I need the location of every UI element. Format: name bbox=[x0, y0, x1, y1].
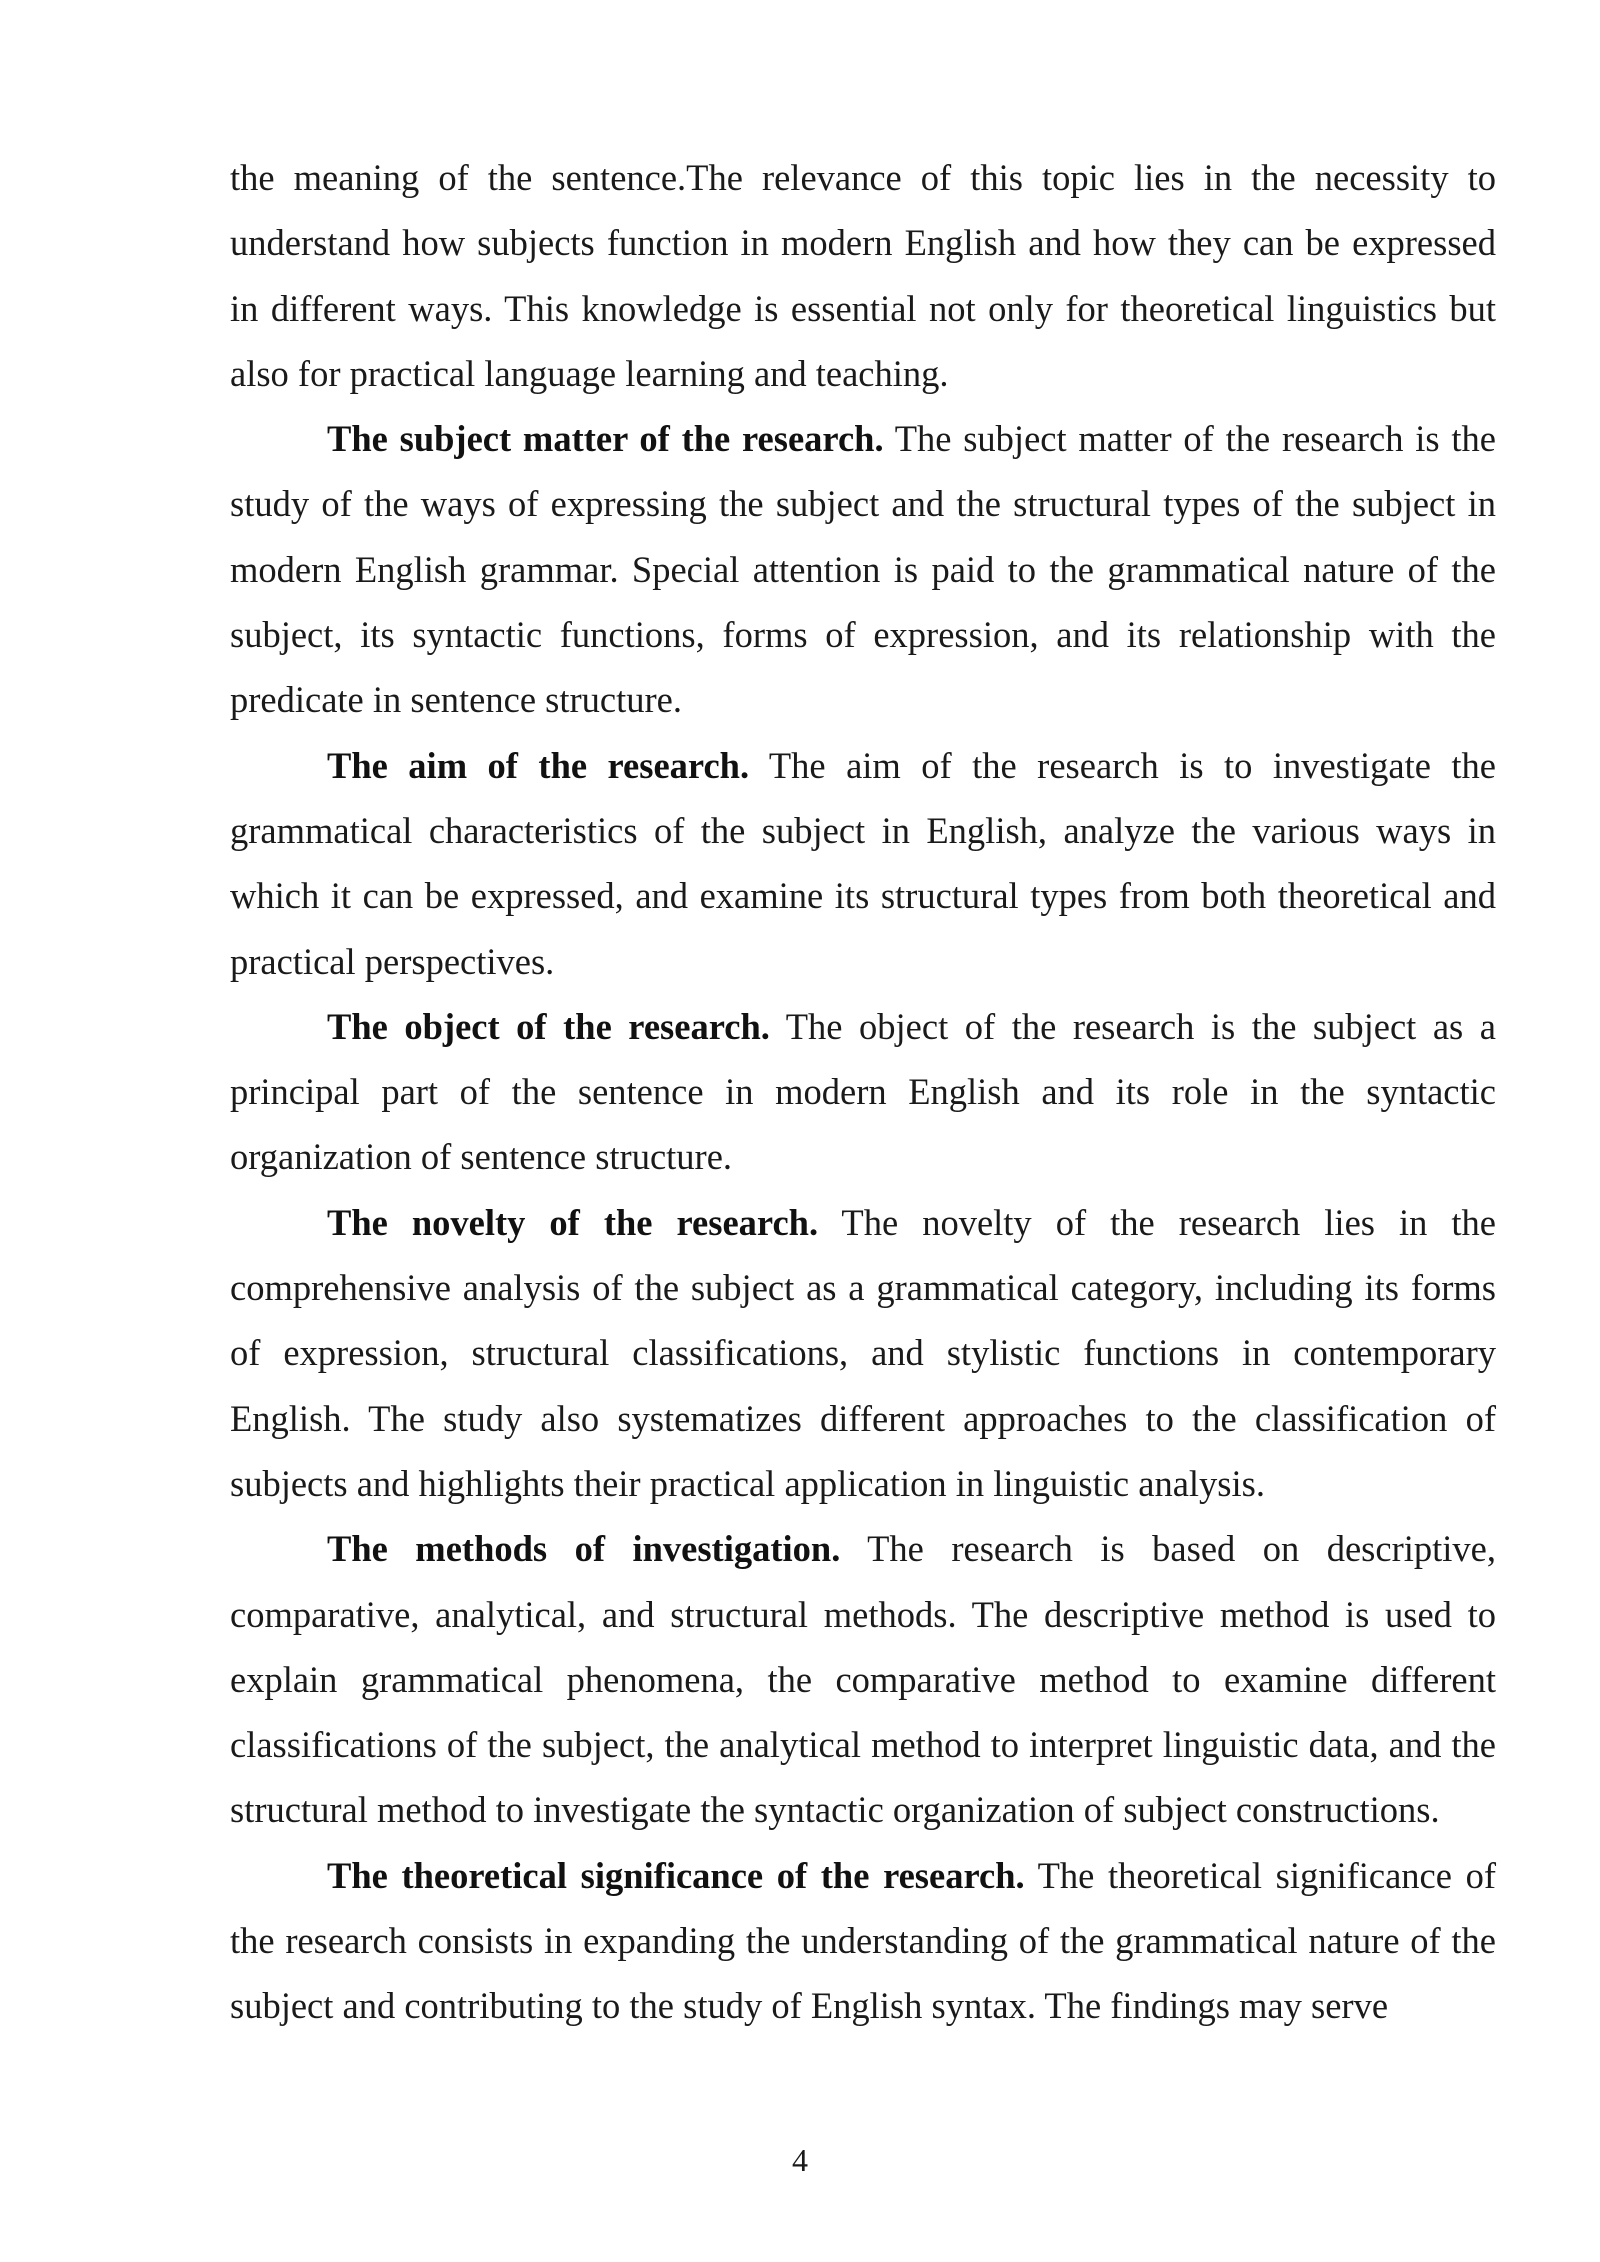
heading-theoretical-significance: The theoretical significance of the research. bbox=[327, 1854, 1025, 1896]
heading-novelty: The novelty of the research. bbox=[327, 1201, 819, 1243]
paragraph-theoretical-significance bbox=[230, 1843, 1496, 2039]
paragraph-methods-text: The research is based on descriptive, comparative, analytical, and structural methods. The descriptive method is used to explain grammatical phenomena, the comparative method to examine different classifications of the subject, the analytical method to interpret linguistic data, and the structural method to investigate the syntactic organization of subject constructions. bbox=[230, 1528, 1496, 1831]
paragraph-object bbox=[230, 994, 1496, 1190]
paragraph-aim bbox=[230, 733, 1496, 994]
page-number: 4 bbox=[792, 2142, 808, 2178]
heading-methods: The methods of investigation. bbox=[327, 1528, 841, 1570]
heading-subject-matter: The subject matter of the research. bbox=[327, 418, 884, 460]
paragraph-relevance-text: the meaning of the sentence.The relevance of this topic lies in the necessity to understand how subjects function in modern English and how they can be expressed in different ways. This knowledge is essential not only for theoretical linguistics but also for practical language learning and teaching. bbox=[230, 157, 1496, 394]
heading-aim: The aim of the research. bbox=[327, 744, 750, 786]
paragraph-novelty-text: The novelty of the research lies in the comprehensive analysis of the subject as a grammatical category, including its forms of expression, structural classifications, and stylistic functions in contemporary English. The study also systematizes different approaches to the classification of subjects and highlights their practical application in linguistic analysis. bbox=[230, 1201, 1496, 1504]
heading-object: The object of the research. bbox=[327, 1005, 770, 1047]
paragraph-subject-matter bbox=[230, 406, 1496, 732]
paragraph-subject-matter-text: The subject matter of the research is the study of the ways of expressing the subject and the structural types of the subject in modern English grammar. Special attention is paid to the grammatical nature of the subject, its syntactic functions, forms of expression, and its relationship with the predicate in sentence structure. bbox=[230, 418, 1496, 721]
paragraph-novelty bbox=[230, 1190, 1496, 1516]
paragraph-theoretical-significance-text: The theoretical significance of the research consists in expanding the understanding of the grammatical nature of the subject and contributing to the study of English syntax. The findings may serve bbox=[230, 1854, 1496, 2027]
body-text bbox=[230, 145, 1496, 2039]
paragraph-aim-text: The aim of the research is to investigate the grammatical characteristics of the subject in English, analyze the various ways in which it can be expressed, and examine its structural types from both theoretical and practical perspectives. bbox=[230, 744, 1497, 982]
paragraph-object-text: The object of the research is the subject as a principal part of the sentence in modern English and its role in the syntactic organization of sentence structure. bbox=[230, 1005, 1496, 1178]
paragraph-methods bbox=[230, 1516, 1496, 1842]
paragraph-relevance bbox=[230, 145, 1496, 406]
